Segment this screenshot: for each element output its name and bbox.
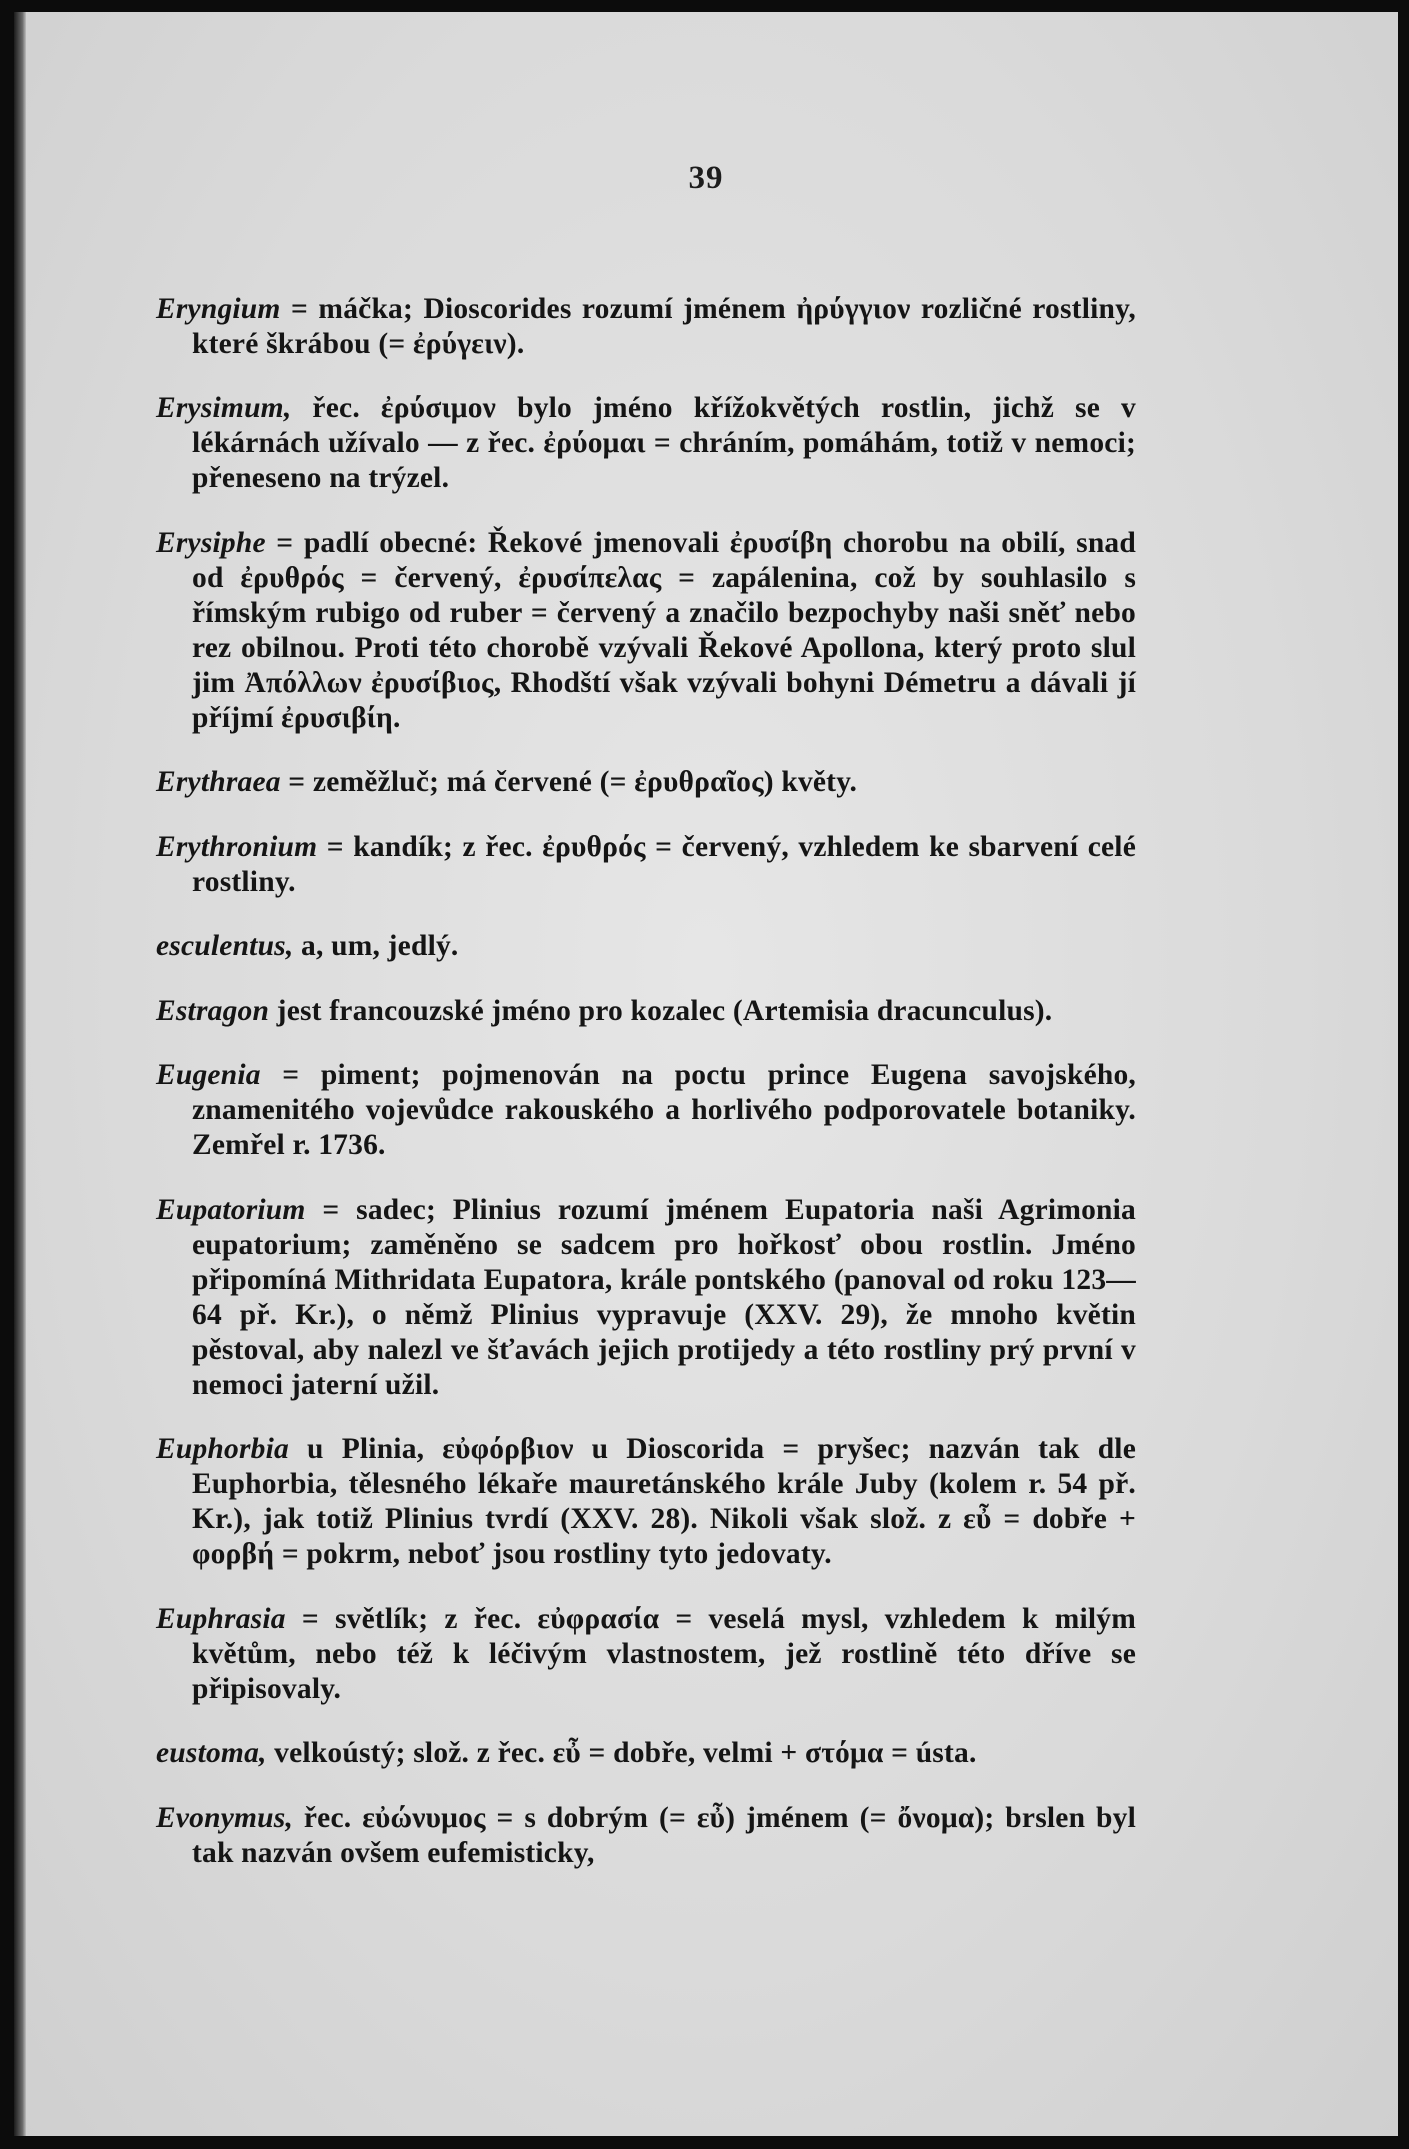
entry-text: = sadec; Plinius rozumí jménem Eupatoria naši Agrimonia eupatorium; zaměněno se sadcem pro hořkosť obou rostlin. Jméno připomíná Mithridata Eupatora, krále pontského (panoval od roku 123—64 př. Kr.), o němž Plinius vypravuje (XXV. 29), že mnoho květin pěstoval, aby nalezl ve šťavách jejich protijedy a této rostliny prý první v nemoci jaterní užil. — [192, 1193, 1136, 1401]
entry-headword: Erythraea — [156, 766, 281, 798]
entry-headword: Estragon — [156, 994, 270, 1027]
entry-text: = světlík; z řec. εὐφρασία = veselá mysl, vzhledem k milým květům, nebo též k léčivým vlastnostem, jež rostlině této dříve se připisovaly. — [192, 1602, 1136, 1705]
page-number: 39 — [688, 160, 724, 196]
entry-estragon — [156, 994, 1136, 1029]
entry-euphrasia — [156, 1602, 1136, 1707]
entry-text: a, um, jedlý. — [293, 930, 459, 962]
entry-headword: Erysiphe — [156, 526, 266, 559]
entry-evonymus — [156, 1801, 1136, 1871]
entry-erythraea — [156, 765, 1136, 800]
entry-text: jest francouzské jméno pro kozalec (Artemisia dracunculus). — [269, 994, 1053, 1027]
entry-erysiphe — [156, 526, 1136, 736]
entry-eustoma — [156, 1736, 1136, 1771]
entry-headword: Erysimum, — [156, 392, 292, 424]
entry-text: = máčka; Dioscorides rozumí jménem ἠρύγγιον rozličné rostliny, které škrábou (= ἐρύγειν). — [192, 292, 1136, 360]
entry-text: u Plinia, εὐφόρβιον u Dioscorida = pryšec; nazván tak dle Euphorbia, tělesného lékaře mauretánského krále Juby (kolem r. 54 př. Kr.), jak totiž Plinius tvrdí (XXV. 28). Nikoli však slož. z εὖ = dobře + φορβή = pokrm, neboť jsou rostliny tyto jedovaty. — [192, 1433, 1136, 1570]
entry-eupatorium — [156, 1193, 1136, 1403]
entry-eryngium — [156, 292, 1136, 362]
entry-headword: eustoma, — [156, 1737, 267, 1769]
entry-euphorbia — [156, 1432, 1136, 1572]
entry-text: = padlí obecné: Řekové jmenovali ἐρυσίβη chorobu na obilí, snad od ἐρυθρός = červený, ἐρυσίπελας = zapálenina, což by souhlasilo s římským rubigo od ruber = červený a značilo bezpochyby naši sněť nebo rez obilnou. Proti této chorobě vzývali Řekové Apollona, který proto slul jim Ἀπόλλων ἐρυσίβιος, Rhodští však vzývali bohyni Démetru a dávali jí příjmí ἐρυσιβίη. — [192, 526, 1136, 734]
entry-headword: Eryngium — [156, 292, 281, 325]
entry-erythronium — [156, 830, 1136, 900]
entry-headword: Eugenia — [156, 1059, 261, 1091]
entry-text: = piment; pojmenován na poctu prince Eugena savojského, znamenitého vojevůdce rakouského a horlivého podporovatele botaniky. Zemřel r. 1736. — [192, 1059, 1136, 1161]
entry-text: velkoústý; slož. z řec. εὖ = dobře, velmi + στόμα = ústa. — [266, 1737, 977, 1769]
book-spine-shadow — [14, 12, 26, 2136]
entry-headword: Evonymus, — [156, 1801, 294, 1834]
entry-headword: esculentus, — [156, 930, 294, 962]
entry-headword: Euphorbia — [156, 1433, 289, 1465]
entry-text: řec. εὐώνυμος = s dobrým (= εὖ) jménem (= ὄνομα); brslen byl tak nazván ovšem eufemisticky, — [192, 1801, 1136, 1869]
entry-erysimum — [156, 391, 1136, 496]
entry-headword: Erythronium — [156, 830, 318, 863]
entry-headword: Eupatorium — [156, 1193, 306, 1226]
dictionary-entries — [156, 262, 1136, 1885]
entry-text: řec. ἐρύσιμον bylo jméno křížokvětých rostlin, jichž se v lékárnách užívalo — z řec. ἐρύομαι = chráním, pomáhám, totiž v nemoci; přeneseno na trýzel. — [192, 392, 1136, 494]
entry-text: = kandík; z řec. ἐρυθρός = červený, vzhledem ke sbarvení celé rostliny. — [192, 830, 1136, 898]
entry-text: = zeměžluč; má červené (= ἐρυθραῖος) květy. — [280, 766, 858, 798]
entry-esculentus — [156, 929, 1136, 964]
entry-eugenia — [156, 1058, 1136, 1163]
book-page — [14, 12, 1398, 2136]
entry-headword: Euphrasia — [156, 1602, 286, 1635]
